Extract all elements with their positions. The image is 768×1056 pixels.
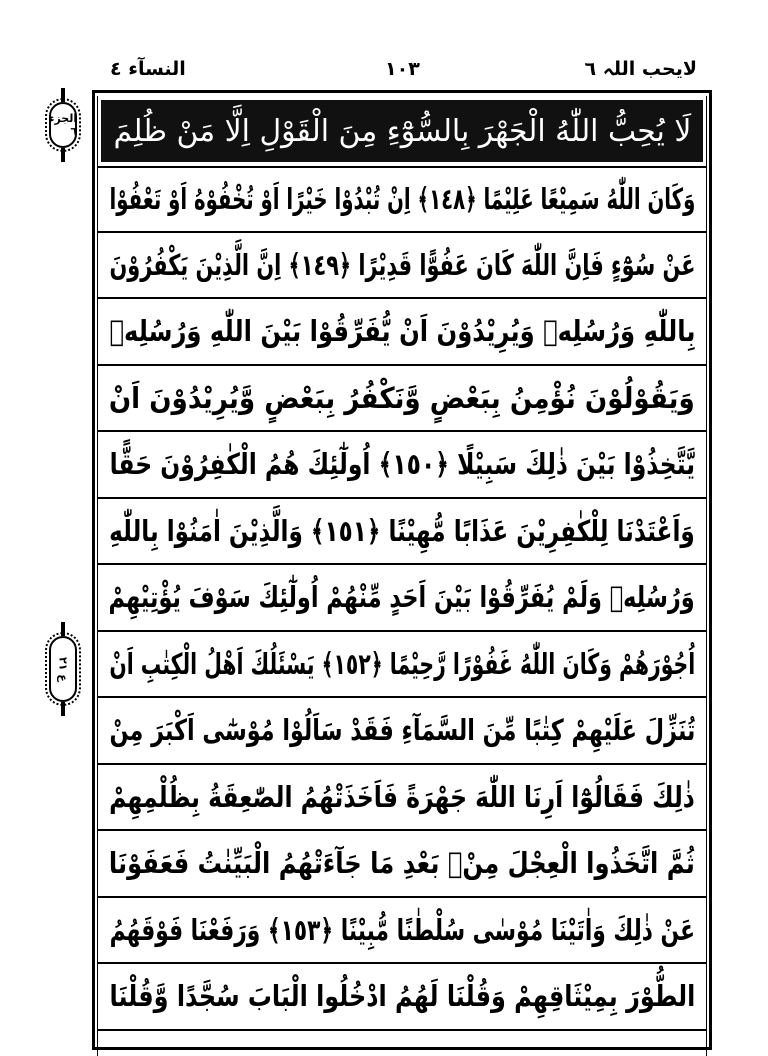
verse-line-text: عَنْ ذٰلِكَ وَاٰتَيْنَا مُوْسٰى سُلْطٰنًا مُّبِيْنًا ﴿١٥٣﴾ وَرَفَعْنَا فَوْقَهُمُ bbox=[109, 912, 695, 947]
ornament-stem bbox=[61, 702, 65, 716]
ruku-marker-ornament bbox=[46, 622, 80, 716]
verse-line-text: الطُّوْرَ بِمِيْثَاقِهِمْ وَقُلْنَا لَهُمُ ادْخُلُوا الْبَابَ سُجَّدًا وَّقُلْنَا bbox=[109, 979, 695, 1014]
verse-line bbox=[97, 299, 707, 366]
verse-line-text: بِاللّٰهِ وَرُسُلِهٖ وَيُرِيْدُوْنَ اَنْ يُّفَرِّقُوْا بَيْنَ اللّٰهِ وَرُسُلِهٖ bbox=[108, 314, 696, 349]
verse-line-text: ثُمَّ اتَّخَذُوا الْعِجْلَ مِنْۢ بَعْدِ مَا جَآءَتْهُمُ الْبَيِّنٰتُ فَعَفَوْنَا bbox=[109, 846, 695, 881]
verse-line-text: اُجُوْرَهُمْ وَكَانَ اللّٰهُ غَفُوْرًا رَّحِيْمًا ﴿١٥٢﴾ يَسْئَلُكَ اَهْلُ الْكِتٰبِ اَنْ bbox=[109, 646, 695, 681]
ornament-stem bbox=[61, 88, 65, 102]
verse-line-text: عَنْ سُوْٓءٍ فَاِنَّ اللّٰهَ كَانَ عَفُوًّا قَدِيْرًا ﴿١٤٩﴾ اِنَّ الَّذِيْنَ يَكْفُرُوْنَ bbox=[109, 247, 695, 282]
verse-line bbox=[97, 898, 707, 965]
verse-line-text: وَكَانَ اللّٰهُ سَمِيْعًا عَلِيْمًا ﴿١٤٨﴾ اِنْ تُبْدُوْا خَيْرًا اَوْ تُخْفُوْهُ اَوْ تَعْفُوْا bbox=[109, 182, 695, 217]
ruku-marker: ع ٢١ bbox=[49, 636, 77, 702]
juz-marker: الجزء ٦ bbox=[49, 102, 77, 148]
verse-line-text: ذٰلِكَ فَقَالُوْٓا اَرِنَا اللّٰهَ جَهْرَةً فَاَخَذَتْهُمُ الصّٰعِقَةُ بِظُلْمِهِمْ bbox=[109, 779, 695, 814]
verse-line bbox=[97, 964, 707, 1031]
surah-name: النسآء ٤ bbox=[110, 58, 186, 80]
verse-line-text: تُنَزِّلَ عَلَيْهِمْ كِتٰبًا مِّنَ السَّمَآءِ فَقَدْ سَاَلُوْا مُوْسٰٓى اَكْبَرَ مِنْ bbox=[109, 713, 695, 748]
page-number: ١٠٣ bbox=[385, 58, 420, 80]
verse-line-text: وَاَعْتَدْنَا لِلْكٰفِرِيْنَ عَذَابًا مُّهِيْنًا ﴿١٥١﴾ وَالَّذِيْنَ اٰمَنُوْا بِاللّٰهِ bbox=[109, 513, 695, 548]
ornament-stem bbox=[61, 622, 65, 636]
verse-line bbox=[97, 565, 707, 632]
title-line: لَا يُحِبُّ اللّٰهُ الْجَهْرَ بِالسُّوْٓءِ مِنَ الْقَوْلِ اِلَّا مَنْ ظُلِمَ bbox=[113, 113, 691, 149]
verse-line bbox=[97, 831, 707, 898]
title-band bbox=[101, 100, 703, 162]
verse-line bbox=[97, 765, 707, 832]
verse-line-text: وَيَقُوْلُوْنَ نُؤْمِنُ بِبَعْضٍ وَّنَكْفُرُ بِبَعْضٍ وَّيُرِيْدُوْنَ اَنْ bbox=[109, 380, 695, 415]
verse-line bbox=[97, 233, 707, 300]
verse-line bbox=[97, 366, 707, 433]
verse-line-text: وَرُسُلِهٖ وَلَمْ يُفَرِّقُوْا بَيْنَ اَحَدٍ مِّنْهُمْ اُولٰٓئِكَ سَوْفَ يُؤْتِيْهِمْ bbox=[108, 580, 696, 615]
ornament-stem bbox=[61, 148, 65, 162]
verse-line bbox=[97, 499, 707, 566]
verse-lines bbox=[97, 166, 707, 1031]
verse-line bbox=[97, 698, 707, 765]
page-header bbox=[95, 58, 705, 84]
verse-line-text: يَّتَّخِذُوْا بَيْنَ ذٰلِكَ سَبِيْلًا ﴿١٥٠﴾ اُولٰٓئِكَ هُمُ الْكٰفِرُوْنَ حَقًّا bbox=[109, 447, 695, 482]
verse-line bbox=[97, 432, 707, 499]
juz-name: لایحب اللہ ٦ bbox=[584, 58, 697, 80]
verse-line bbox=[97, 632, 707, 699]
verse-line bbox=[97, 166, 707, 233]
juz-marker-ornament bbox=[46, 88, 80, 162]
